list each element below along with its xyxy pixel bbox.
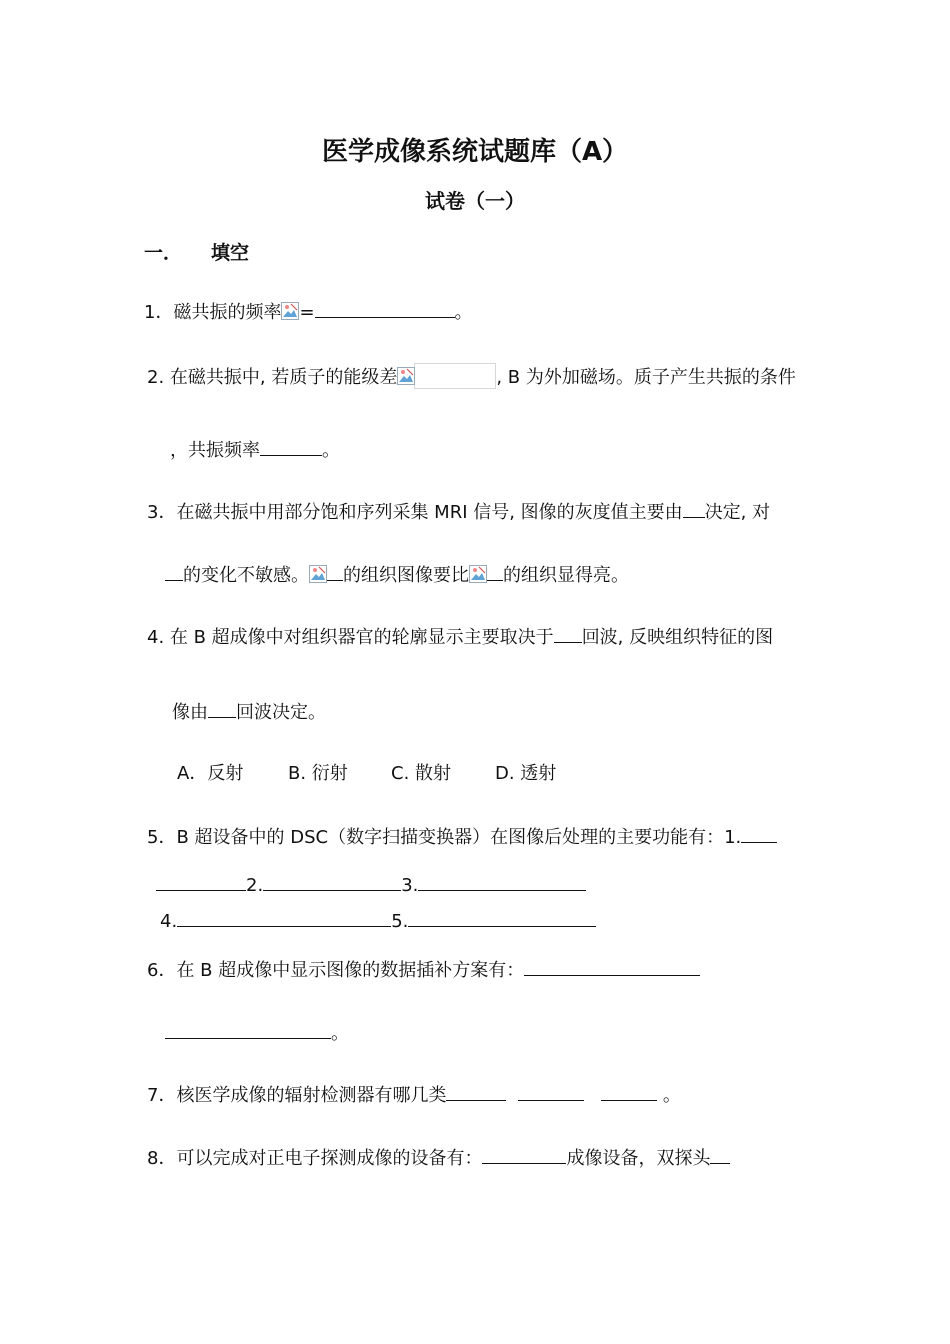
question-8: [147, 1146, 730, 1171]
option-c: C. 散射: [391, 763, 452, 784]
question-1-end: 。: [454, 302, 473, 323]
blank-line[interactable]: [683, 500, 705, 518]
question-5-n5: 5.: [391, 911, 409, 932]
question-4-line-2: [172, 700, 326, 725]
question-1-text: 1．磁共振的频率: [144, 302, 282, 323]
question-4-text-a: 4. 在 B 超成像中对组织器官的轮廓显示主要取决于: [147, 627, 554, 648]
blank-line[interactable]: [156, 873, 246, 891]
blank-line[interactable]: [327, 563, 343, 581]
broken-image-icon: [469, 565, 487, 583]
question-5-line-2: [156, 873, 586, 898]
blank-line[interactable]: [601, 1083, 657, 1101]
question-6-line-2: [165, 1021, 349, 1046]
question-1: [144, 300, 473, 325]
question-4-line-1: [147, 625, 773, 650]
question-6-end: 。: [331, 1023, 349, 1044]
question-5-line-3: [160, 909, 596, 934]
blank-line[interactable]: [524, 958, 700, 976]
blank-line[interactable]: [487, 563, 503, 581]
section-number: 一．: [144, 242, 183, 264]
question-3-text-e: 的组织显得亮。: [503, 565, 629, 586]
question-8-mid: 成像设备，双探头: [566, 1148, 711, 1169]
option-d: D. 透射: [495, 763, 557, 784]
question-4-text-c: 像由: [172, 702, 208, 723]
blank-line[interactable]: [315, 300, 455, 318]
question-5-n4: 4.: [160, 911, 178, 932]
question-2-text-b: , B 为外加磁场。质子产生共振的条件: [496, 367, 796, 388]
question-2-text-d: 。: [322, 440, 340, 461]
page-title: 医学成像系统试题库（A）: [321, 137, 629, 167]
question-1-eq: =: [299, 302, 315, 323]
question-6-line-1: [147, 958, 700, 983]
question-5-line-1: [147, 825, 777, 850]
question-3-text-a: 3．在磁共振中用部分饱和序列采集 MRI 信号, 图像的灰度值主要由: [147, 502, 683, 523]
question-3-text-b: 决定, 对: [704, 502, 771, 523]
blank-line[interactable]: [554, 625, 582, 643]
blank-line[interactable]: [518, 1083, 584, 1101]
blank-line[interactable]: [418, 873, 586, 891]
question-4-text-d: 回波决定。: [236, 702, 326, 723]
section-title: 填空: [211, 242, 250, 264]
question-3-text-c: 的变化不敏感。: [183, 565, 309, 586]
page-subtitle: 试卷（一）: [425, 189, 525, 213]
blank-line[interactable]: [208, 700, 236, 718]
option-b: B. 衍射: [288, 763, 348, 784]
option-a: A．反射: [177, 763, 244, 784]
broken-image-icon: [309, 565, 327, 583]
question-2-text-a: 2. 在磁共振中, 若质子的能级差: [147, 367, 398, 388]
question-7-text: 7．核医学成像的辐射检测器有哪几类: [147, 1085, 447, 1106]
blank-line[interactable]: [165, 1021, 331, 1039]
question-7: [147, 1083, 681, 1108]
blank-line[interactable]: [165, 563, 183, 581]
question-2-text-c: ，共振频率: [170, 440, 260, 461]
blank-line[interactable]: [482, 1146, 566, 1164]
question-7-end: 。: [662, 1085, 681, 1106]
broken-image-icon: [397, 367, 415, 385]
question-5-text: 5．B 超设备中的 DSC（数字扫描变换器）在图像后处理的主要功能有：1.: [147, 827, 742, 848]
image-frame: [414, 363, 496, 389]
question-6-text: 6．在 B 超成像中显示图像的数据插补方案有：: [147, 960, 525, 981]
blank-line[interactable]: [177, 909, 391, 927]
question-5-n2: 2.: [246, 875, 264, 896]
blank-line[interactable]: [710, 1146, 730, 1164]
question-8-text: 8．可以完成对正电子探测成像的设备有：: [147, 1148, 483, 1169]
question-3-line-2: [165, 563, 629, 588]
blank-line[interactable]: [446, 1083, 506, 1101]
question-2-line-2: [170, 438, 340, 463]
broken-image-icon: [281, 302, 299, 320]
blank-line[interactable]: [260, 438, 322, 456]
question-4-text-b: 回波, 反映组织特征的图: [581, 627, 774, 648]
question-3-line-1: [147, 500, 770, 525]
question-2-line-1: [147, 363, 796, 390]
blank-line[interactable]: [408, 909, 596, 927]
question-5-n3: 3.: [401, 875, 419, 896]
blank-line[interactable]: [741, 825, 777, 843]
question-3-text-d: 的组织图像要比: [343, 565, 469, 586]
blank-line[interactable]: [263, 873, 401, 891]
